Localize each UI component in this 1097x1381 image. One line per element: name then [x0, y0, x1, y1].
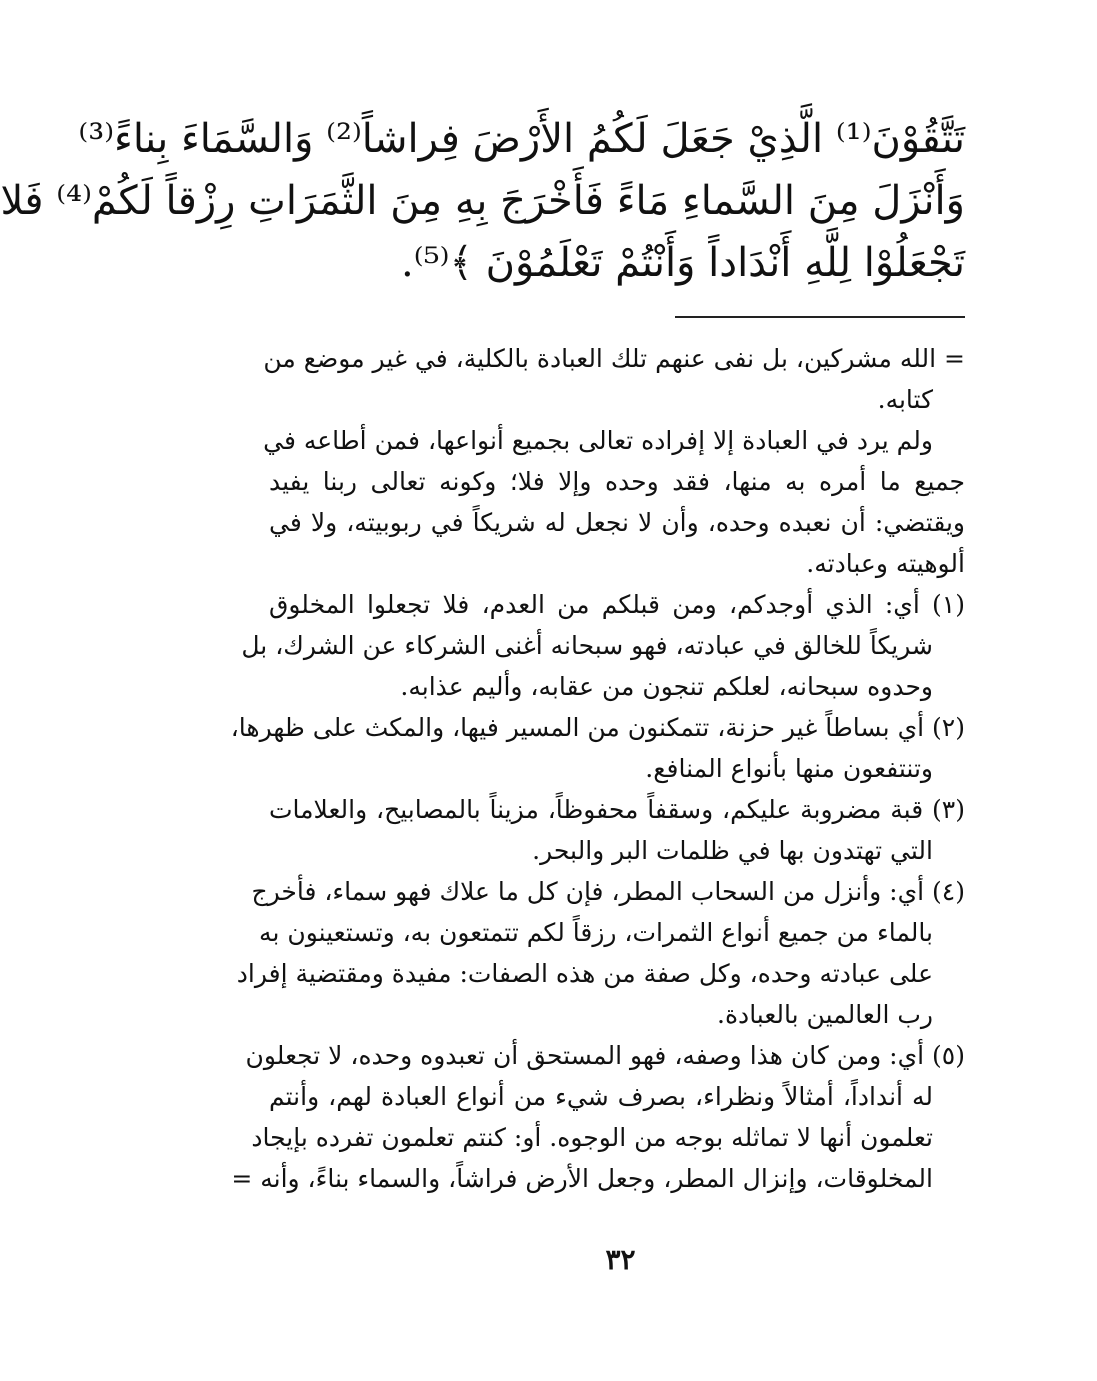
footnotes-block: [230, 338, 965, 1199]
footnote-line: على عبادته وحده، وكل صفة من هذه الصفات: مفيدة ومقتضية إفراد: [236, 959, 933, 988]
verse-line: تَتَّقُوْنَ⁽¹⁾ الَّذِيْ جَعَلَ لَكُمُ الأَرْضَ فِراشاً⁽²⁾ وَالسَّمَاءَ بِناءً⁽³⁾: [78, 116, 965, 162]
footnote-line: ألوهيته وعبادته.: [806, 549, 965, 578]
footnote-line: شريكاً للخالق في عبادته، فهو سبحانه أغنى الشركاء عن الشرك، بل: [241, 631, 933, 660]
footnote-5: (٥) أي: ومن كان هذا وصفه، فهو المستحق أن تعبدوه وحده، لا تجعلون: [245, 1041, 965, 1070]
footnote-line: المخلوقات، وإنزال المطر، وجعل الأرض فراشاً، والسماء بناءً، وأنه =: [231, 1164, 933, 1193]
quran-verse-block: [0, 108, 965, 294]
footnote-line: وتنتفعون منها بأنواع المنافع.: [645, 754, 933, 783]
footnote-line: = الله مشركين، بل نفى عنهم تلك العبادة بالكلية، في غير موضع من: [263, 344, 965, 373]
footnote-line: ويقتضي: أن نعبده وحده، وأن لا نجعل له شريكاً في ربوبيته، ولا في: [269, 508, 965, 537]
footnote-line: بالماء من جميع أنواع الثمرات، رزقاً لكم تتمتعون به، وتستعينون به: [259, 918, 933, 947]
footnote-separator: [675, 316, 965, 318]
footnote-4: (٤) أي: وأنزل من السحاب المطر، فإن كل ما علاك فهو سماء، فأخرج: [251, 877, 965, 906]
footnote-2: (٢) أي بساطاً غير حزنة، تتمكنون من المسير فيها، والمكث على ظهرها،: [230, 713, 965, 742]
footnote-line: تعلمون أنها لا تماثله بوجه من الوجوه. أو: كنتم تعلمون تفرده بإيجاد: [251, 1123, 933, 1152]
footnote-line: جميع ما أمره به منها، فقد وحده وإلا فلا؛ وكونه تعالى ربنا يفيد: [269, 467, 965, 496]
footnote-line: له أنداداً، أمثالاً ونظراء، بصرف شيء من أنواع العبادة لهم، وأنتم: [269, 1082, 933, 1111]
footnote-line: وحدوه سبحانه، لعلكم تنجون من عقابه، وأليم عذابه.: [400, 672, 933, 701]
page-number: ٣٢: [605, 1243, 636, 1276]
footnote-line: ولم يرد في العبادة إلا إفراده تعالى بجميع أنواعها، فمن أطاعه في: [263, 426, 933, 455]
footnote-line: كتابه.: [877, 385, 933, 414]
verse-line: وَأَنْزَلَ مِنَ السَّماءِ مَاءً فَأَخْرَجَ بِهِ مِنَ الثَّمَرَاتِ رِزْقاً لَكُمْ⁽⁴⁾ فَلا: [0, 178, 965, 224]
footnote-line: رب العالمين بالعبادة.: [717, 1000, 933, 1029]
verse-line: تَجْعَلُوْا لِلَّهِ أَنْدَاداً وَأَنْتُمْ تَعْلَمُوْنَ ﴾⁽⁵⁾.: [401, 240, 965, 286]
footnote-1: (١) أي: الذي أوجدكم، ومن قبلكم من العدم، فلا تجعلوا المخلوق: [269, 590, 965, 619]
footnote-line: التي تهتدون بها في ظلمات البر والبحر.: [532, 836, 933, 865]
footnote-3: (٣) قبة مضروبة عليكم، وسقفاً محفوظاً، مزيناً بالمصابيح، والعلامات: [269, 795, 965, 824]
